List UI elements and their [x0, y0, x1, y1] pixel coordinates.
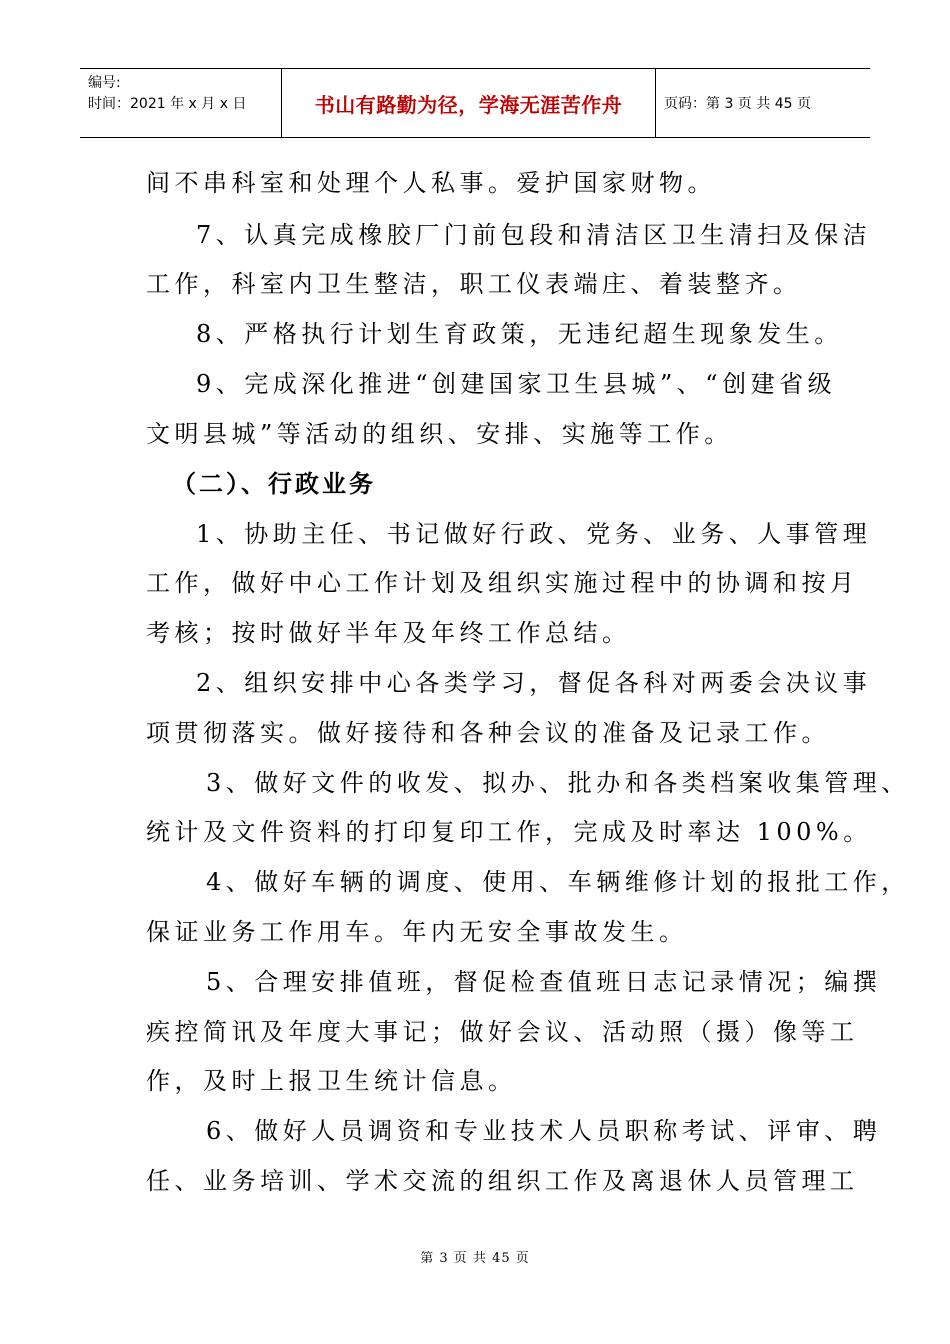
document-number-label: 编号: — [88, 75, 121, 91]
header-motto: 书山有路勤为径，学海无涯苦作舟 — [281, 69, 656, 137]
body-line: 考核；按时做好半年及年终工作总结。 — [146, 619, 631, 647]
body-line: 9、完成深化推进“创建国家卫生县城”、“创建省级 — [196, 370, 837, 398]
body-line: 7、认真完成橡胶厂门前包段和清洁区卫生清扫及保洁 — [196, 221, 872, 249]
body-line: 2、组织安排中心各类学习，督促各科对两委会决议事 — [196, 669, 872, 697]
body-line: 1、协助主任、书记做好行政、党务、业务、人事管理 — [196, 520, 872, 548]
body-line: 文明县城”等活动的组织、安排、实施等工作。 — [146, 420, 733, 448]
body-line: 项贯彻落实。做好接待和各种会议的准备及记录工作。 — [146, 719, 830, 747]
document-date: 时间：2021 年 x 月 x 日 — [88, 96, 247, 112]
body-line: 工作，科室内卫生整洁，职工仪表端庄、着装整齐。 — [146, 270, 802, 298]
body-line: 4、做好车辆的调度、使用、车辆维修计划的报批工作， — [206, 868, 910, 896]
body-line: 工作，做好中心工作计划及组织实施过程中的协调和按月 — [146, 569, 859, 597]
body-line: 6、做好人员调资和专业技术人员职称考试、评审、聘 — [206, 1117, 882, 1145]
header-page-info: 页码：第 3 页 共 45 页 — [664, 96, 811, 112]
section-heading: （二）、行政业务 — [172, 470, 376, 498]
header-left-cell — [80, 69, 281, 137]
page-header — [80, 68, 870, 138]
body-line: 保证业务工作用车。年内无安全事故发生。 — [146, 918, 688, 946]
body-line: 间不串科室和处理个人私事。爱护国家财物。 — [146, 169, 716, 197]
body-line: 8、严格执行计划生育政策，无违纪超生现象发生。 — [196, 320, 843, 348]
body-line: 任、业务培训、学术交流的组织工作及离退休人员管理工 — [146, 1167, 859, 1195]
body-line: 疾控简讯及年度大事记；做好会议、活动照（摄）像等工 — [146, 1018, 859, 1046]
page-footer: 第 3 页 共 45 页 — [420, 1251, 530, 1266]
body-line: 5、合理安排值班，督促检查值班日志记录情况；编撰 — [206, 968, 882, 996]
body-line: 3、做好文件的收发、拟办、批办和各类档案收集管理、 — [206, 769, 910, 797]
body-line: 作，及时上报卫生统计信息。 — [146, 1067, 517, 1095]
body-line: 统计及文件资料的打印复印工作，完成及时率达 100%。 — [146, 818, 872, 846]
